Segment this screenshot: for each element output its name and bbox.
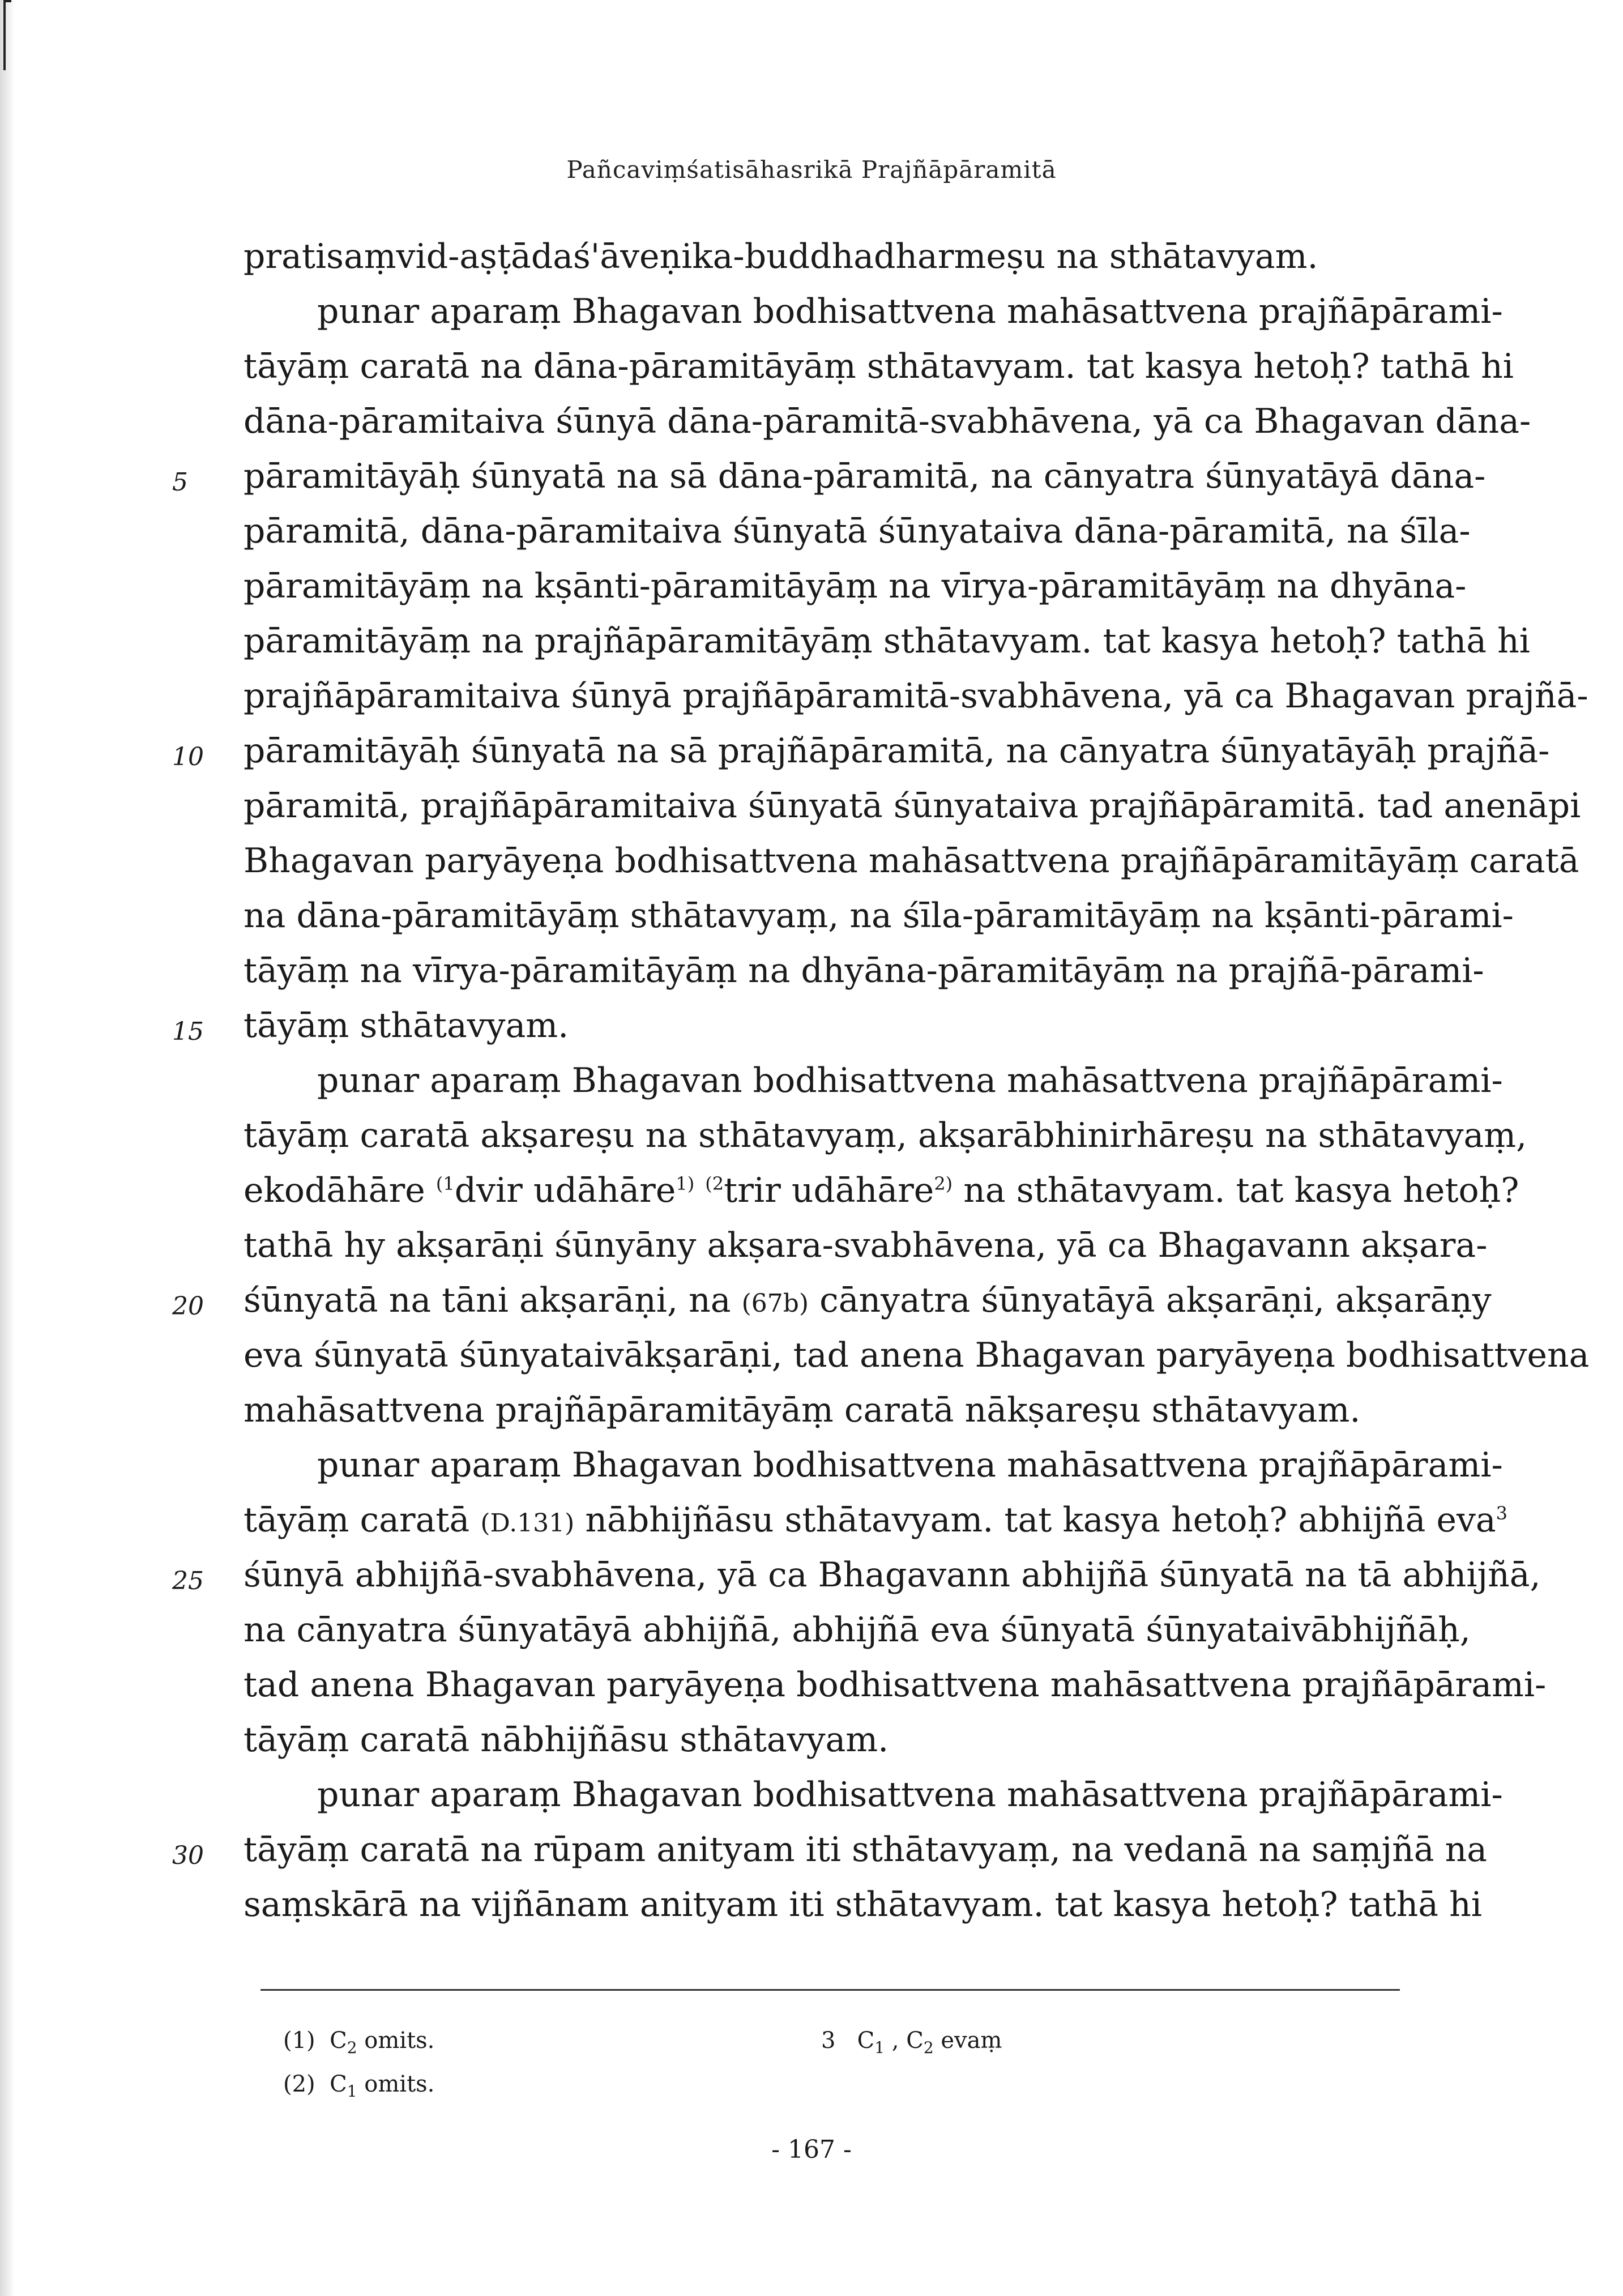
text-line — [172, 1548, 1541, 1603]
text-line — [244, 1053, 1503, 1108]
line-text: pāramitā, dāna-pāramitaiva śūnyatā śūnyataiva dāna-pāramitā, na śīla- — [244, 511, 1471, 551]
line-segment: śūnyatā na tāni akṣarāṇi, na — [244, 1281, 742, 1320]
manuscript-siglum: C — [906, 2028, 924, 2054]
siglum-index: 2 — [347, 2038, 357, 2057]
line-text: dāna-pāramitaiva śūnyā dāna-pāramitā-svabhāvena, yā ca Bhagavan dāna- — [244, 402, 1531, 441]
line-text: punar aparaṃ Bhagavan bodhisattvena mahāsattvena prajñāpārami- — [317, 1445, 1503, 1485]
siglum-index: 2 — [923, 2038, 934, 2057]
text-line — [244, 1438, 1503, 1493]
text-line — [244, 1603, 1471, 1658]
text-line — [244, 1658, 1547, 1713]
line-text: pāramitāyāḥ śūnyatā na sā prajñāpāramitā, na cānyatra śūnyatāyāḥ prajñā- — [244, 731, 1550, 771]
text-line — [172, 449, 1486, 504]
line-text: tāyāṃ caratā nābhijñāsu sthātavyam. — [244, 1720, 889, 1760]
text-line — [244, 1163, 1519, 1218]
line-segment: dvir udāhāre — [454, 1171, 676, 1210]
text-line — [172, 1823, 1487, 1877]
scan-edge — [0, 0, 15, 2296]
line-text: śūnyā abhijñā-svabhāvena, yā ca Bhagavann abhijñā śūnyatā na tā abhijñā, — [244, 1555, 1541, 1595]
footnote-mark: 3 — [821, 2028, 836, 2054]
text-line — [172, 998, 1428, 1053]
text-line — [244, 779, 1581, 834]
line-segment: cānyatra śūnyatāyā akṣarāṇi, akṣarāṇy — [809, 1281, 1492, 1320]
line-text — [244, 1281, 1492, 1320]
footnote-rule — [260, 1989, 1400, 1991]
text-line — [244, 1877, 1482, 1932]
text-line — [172, 1273, 1492, 1328]
footnote-mark: (1) — [283, 2028, 315, 2054]
text-line — [244, 339, 1514, 394]
line-number: 10 — [172, 742, 204, 771]
binding-mark — [3, 0, 11, 70]
line-segment — [694, 1171, 705, 1210]
manuscript-siglum: C — [857, 2028, 875, 2054]
line-text: tathā hy akṣarāṇi śūnyāny akṣara-svabhāvena, yā ca Bhagavann akṣara- — [244, 1226, 1488, 1265]
line-text: punar aparaṃ Bhagavan bodhisattvena mahāsattvena prajñāpārami- — [317, 1061, 1503, 1100]
text-line — [244, 1713, 1428, 1768]
text-line — [244, 1768, 1503, 1823]
line-text: pāramitāyāṃ na kṣānti-pāramitāyāṃ na vīrya-pāramitāyāṃ na dhyāna- — [244, 566, 1467, 606]
text-line — [244, 1383, 1428, 1438]
line-text: mahāsattvena prajñāpāramitāyāṃ caratā nākṣareṣu sthātavyam. — [244, 1390, 1361, 1430]
footnote-1 — [283, 2021, 434, 2060]
line-segment: tāyāṃ caratā — [244, 1500, 481, 1540]
manuscript-siglum: C — [330, 2028, 347, 2054]
line-text: pāramitā, prajñāpāramitaiva śūnyatā śūnyataiva prajñāpāramitā. tad anenāpi — [244, 786, 1581, 826]
folio-reference: (67b) — [741, 1289, 809, 1318]
line-text: na cānyatra śūnyatāyā abhijñā, abhijñā eva śūnyatā śūnyataivābhijñāḥ, — [244, 1610, 1471, 1650]
line-text — [244, 1500, 1507, 1540]
text-line — [244, 504, 1471, 559]
line-text: na dāna-pāramitāyāṃ sthātavyaṃ, na śīla-pāramitāyāṃ na kṣānti-pārami- — [244, 896, 1514, 936]
text-line — [244, 944, 1484, 998]
text-line — [244, 229, 1428, 284]
line-text: pāramitāyāṃ na prajñāpāramitāyāṃ sthātavyam. tat kasya hetoḥ? tathā hi — [244, 621, 1530, 661]
line-number: 20 — [172, 1292, 204, 1321]
line-text: pratisaṃvid-aṣṭādaś'āveṇika-buddhadharmeṣu na sthātavyam. — [244, 237, 1318, 276]
line-text: punar aparaṃ Bhagavan bodhisattvena mahāsattvena prajñāpārami- — [317, 292, 1503, 331]
line-text: tāyāṃ sthātavyam. — [244, 1006, 569, 1045]
footnote-text: omits. — [357, 2071, 435, 2097]
text-line — [244, 1218, 1488, 1273]
text-line — [244, 889, 1514, 944]
line-segment: ekodāhāre — [244, 1171, 436, 1210]
text-line — [244, 614, 1530, 669]
text-line — [244, 669, 1588, 724]
line-text: tāyāṃ caratā na dāna-pāramitāyāṃ sthātavyam. tat kasya hetoḥ? tathā hi — [244, 347, 1514, 386]
text-line — [244, 1108, 1527, 1163]
line-text — [244, 1171, 1519, 1210]
body-text — [172, 229, 1590, 1932]
page-number: - 167 - — [771, 2135, 852, 2164]
text-line — [244, 1328, 1590, 1383]
text-line — [172, 724, 1550, 779]
siglum-index: 1 — [874, 2038, 885, 2057]
text-line — [244, 394, 1531, 449]
running-head: Pañcaviṃśatisāhasrikā Prajñāpāramitā — [566, 156, 1057, 183]
variant-open-2: (2 — [705, 1173, 724, 1194]
line-number: 30 — [172, 1841, 204, 1870]
text-line — [244, 559, 1467, 614]
line-text: prajñāpāramitaiva śūnyā prajñāpāramitā-svabhāvena, yā ca Bhagavan prajñā- — [244, 676, 1588, 716]
line-text: eva śūnyatā śūnyataivākṣarāṇi, tad anena Bhagavan paryāyeṇa bodhisattvena — [244, 1335, 1590, 1375]
line-text: tāyāṃ caratā akṣareṣu na sthātavyaṃ, akṣarābhinirhāreṣu na sthātavyaṃ, — [244, 1116, 1527, 1155]
manuscript-siglum: C — [330, 2071, 347, 2097]
footnote-3 — [821, 2021, 1002, 2060]
line-text: tad anena Bhagavan paryāyeṇa bodhisattvena mahāsattvena prajñāpārami- — [244, 1665, 1547, 1705]
siglum-separator: , — [885, 2028, 907, 2054]
line-number: 15 — [172, 1017, 204, 1046]
variant-close-2: 2) — [934, 1173, 953, 1194]
variant-open-1: (1 — [435, 1173, 455, 1194]
variant-close-1: 1) — [676, 1173, 695, 1194]
siglum-index: 1 — [347, 2082, 357, 2101]
line-text: punar aparaṃ Bhagavan bodhisattvena mahāsattvena prajñāpārami- — [317, 1775, 1503, 1815]
text-line — [244, 284, 1503, 339]
line-text: Bhagavan paryāyeṇa bodhisattvena mahāsattvena prajñāpāramitāyāṃ caratā — [244, 841, 1579, 881]
line-segment: trir udāhāre — [724, 1171, 934, 1210]
line-segment: nābhijñāsu sthātavyam. tat kasya hetoḥ? abhijñā eva — [574, 1500, 1496, 1540]
footnote-2 — [283, 2064, 434, 2104]
footnote-mark: (2) — [283, 2071, 315, 2097]
footnote-text: omits. — [357, 2028, 435, 2054]
footnote-text: evaṃ — [933, 2028, 1002, 2054]
line-text: pāramitāyāḥ śūnyatā na sā dāna-pāramitā, na cānyatra śūnyatāyā dāna- — [244, 456, 1486, 496]
footnote-mark: 3 — [1496, 1503, 1508, 1524]
line-segment: na sthātavyam. tat kasya hetoḥ? — [953, 1171, 1519, 1210]
line-text: tāyāṃ na vīrya-pāramitāyāṃ na dhyāna-pāramitāyāṃ na prajñā-pārami- — [244, 951, 1484, 991]
text-line — [244, 834, 1579, 889]
line-text: saṃskārā na vijñānam anityam iti sthātavyam. tat kasya hetoḥ? tathā hi — [244, 1885, 1482, 1924]
folio-reference: (D.131) — [480, 1509, 575, 1538]
text-line — [244, 1493, 1508, 1548]
line-text: tāyāṃ caratā na rūpam anityam iti sthātavyaṃ, na vedanā na saṃjñā na — [244, 1830, 1487, 1870]
line-number: 25 — [172, 1567, 204, 1595]
line-number: 5 — [172, 468, 188, 497]
